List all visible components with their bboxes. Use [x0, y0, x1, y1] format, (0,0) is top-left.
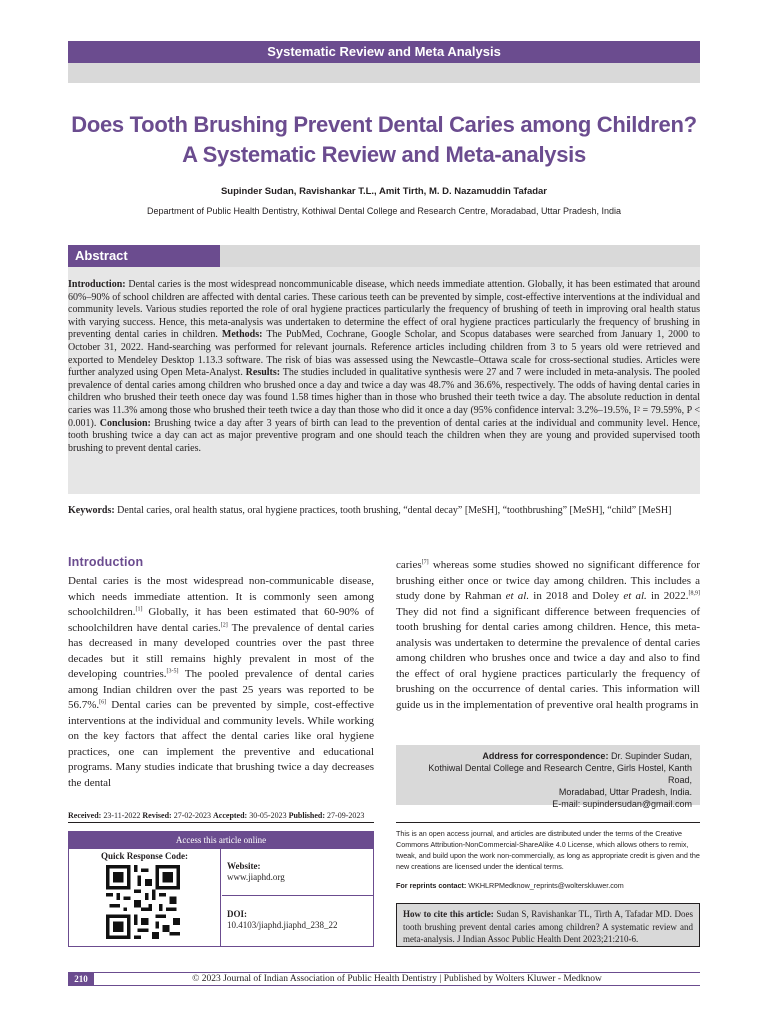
doi-label: DOI:: [227, 909, 247, 919]
doi-cell: [222, 897, 373, 946]
intro-text-i: in 2022.: [646, 590, 689, 602]
citation-box: [396, 903, 700, 947]
accepted-label: Accepted:: [213, 811, 248, 820]
banner-grey-strip: [68, 63, 700, 83]
keywords-text: Dental caries, oral health status, oral hygiene practices, tooth brushing, “dental decay” [MeSH], “toothbrushing” [MeSH], “child” [MeSH]: [114, 505, 672, 516]
conclusion-label: Conclusion:: [99, 417, 151, 429]
citation-ref[interactable]: [8,9]: [688, 590, 700, 597]
intro-text-d: The pooled prevalence of dental caries among Indian children over the past 25 years was reported to be 56.7%.: [68, 668, 374, 711]
intro-text-a: Dental caries is the most widespread non-communicable disease, which needs immediate attention. It is commonly seen among schoolchildren.: [68, 575, 374, 618]
divider: [68, 822, 374, 823]
doi-link[interactable]: 10.4103/jiaphd.jiaphd_238_22: [227, 920, 338, 930]
intro-text: Dental caries is the most widespread noncommunicable disease, which needs immediate attention. Globally, it has been estimated that around 60%–90% of school children are affected with dental caries. These carious teeth can be prevented by simple, cost-effective interventions at the individual and community levels. Various studies reported the role of oral hygiene practices particularly the frequency of brushing of teeth in improving oral health status with varying success. Hence, this meta-analysis was undertaken to determine the effect of oral hygiene practices particularly the frequency of brushing in preventing dental caries in children.: [68, 279, 700, 341]
intro-paragraph-1: [68, 574, 374, 791]
accepted-date: 30-05-2023: [247, 811, 289, 820]
correspondence-box: [396, 745, 700, 809]
citation-ref[interactable]: [3-5]: [166, 668, 179, 675]
published-date: 27-09-2023: [325, 811, 365, 820]
cite-label: How to cite this article:: [403, 909, 494, 919]
abstract-label: Abstract: [68, 245, 220, 267]
correspondence-line-3: Moradabad, Uttar Pradesh, India.: [558, 787, 692, 797]
citation-ref[interactable]: [1]: [135, 606, 143, 613]
correspondence-email[interactable]: E-mail: supindersudan@gmail.com: [552, 799, 692, 809]
correspondence-line-1: [404, 750, 692, 762]
revised-date: 27-02-2023: [171, 811, 214, 820]
qr-code-icon[interactable]: [106, 865, 180, 939]
cite-text: Sudan S, Ravishankar TL, Tirth A, Tafadar MD. Does tooth brushing prevent dental caries among children? A systematic review and meta-analysis. J Indian Assoc Public Health Dent 2023;21:210-6.: [403, 909, 694, 944]
citation-ref[interactable]: [6]: [99, 699, 107, 706]
results-label: Results:: [245, 367, 281, 379]
qr-label: Quick Response Code:: [100, 851, 188, 861]
intro-text-j: They did not find a significant difference between frequencies of tooth brushing for dental caries among children. Hence, this meta-analysis was undertaken to determine the prevalence of dental caries among children who brushes once and twice a day and also to find the effect of oral hygiene practices particularly the frequency of brushing on the occurrence of dental caries. This information will guide us in the implementation of preventive oral health programs in: [396, 605, 700, 711]
et-al: et al.: [623, 590, 647, 602]
left-column: [68, 555, 374, 791]
website-cell: [222, 849, 373, 896]
qr-cell: [69, 849, 221, 946]
abstract-text: [68, 279, 700, 455]
access-heading: Access this article online: [69, 832, 373, 849]
citation-ref[interactable]: [2]: [220, 621, 228, 628]
article-dates: [68, 811, 374, 820]
reprints-contact: [396, 881, 700, 890]
keywords: [68, 505, 700, 518]
page-footer: [68, 972, 700, 986]
received-date: 23-11-2022: [101, 811, 143, 820]
received-label: Received:: [68, 811, 102, 820]
author-list: Supinder Sudan, Ravishankar T.L., Amit Tirth, M. D. Nazamuddin Tafadar: [220, 186, 548, 197]
page-number: 210: [68, 972, 94, 986]
reprints-email[interactable]: WKHLRPMedknow_reprints@wolterskluwer.com: [466, 881, 624, 890]
results-text: The studies included in qualitative synthesis were 27 and 7 were included in meta-analysis. The pooled prevalence of dental caries among children who brushed once a day and twice a day was 48.7% and 36.6%, respectively. The odds of having dental caries in children who brushed their teeth onece day was found 1.58 times higher than in those who brushed their teeth twice a day. The absolute reduction in dental caries was 11.3% among those who brushed their teeth twice a day than those who did it once a day (95% confidence interval: 3.2%–19.5%, I² = 79.59%, P < 0.001).: [68, 367, 700, 429]
correspondence-line-2: Kothiwal Dental College and Research Centre, Girls Hostel, Kanth Road,: [428, 763, 692, 785]
intro-text-g: whereas some studies showed no significant difference for brushing either once or twice day among children. This includes a study done by Rahman: [396, 559, 700, 602]
right-column: [396, 555, 700, 713]
divider: [396, 822, 700, 823]
intro-text-h: in 2018 and Doley: [529, 590, 624, 602]
intro-text-e: Dental caries can be prevented by simple, cost-effective interventions at the individual and community levels. While working on the key factors that affect the dental caries like oral hygiene practices, one can implement the preventive and educational programs. Many studies indicate that brushing twice a day decreases the dental: [68, 699, 374, 789]
introduction-heading: Introduction: [68, 555, 144, 569]
intro-label: Introduction:: [68, 279, 126, 290]
correspondence-name: Dr. Supinder Sudan,: [608, 751, 692, 761]
keywords-label: Keywords:: [68, 505, 115, 516]
article-title: Does Tooth Brushing Prevent Dental Caries among Children? A Systematic Review and Meta-analysis: [71, 112, 697, 167]
intro-paragraph-2: [396, 558, 700, 713]
article-type-banner: Systematic Review and Meta Analysis: [68, 41, 700, 63]
intro-text-b: Globally, it has been estimated that 60-90% of schoolchildren have dental caries.: [68, 606, 374, 634]
website-link[interactable]: www.jiaphd.org: [227, 872, 285, 882]
reprints-label: For reprints contact:: [396, 881, 467, 890]
access-online-box: [68, 831, 374, 947]
intro-text-f: caries: [396, 559, 422, 571]
footer-text: © 2023 Journal of Indian Association of Public Health Dentistry | Published by Wolters Kluwer - Medknow: [192, 974, 602, 984]
methods-label: Methods:: [221, 329, 263, 341]
correspondence-label: Address for correspondence:: [482, 751, 609, 761]
methods-text: The PubMed, Cochrane, Google Scholar, and Scopus databases were searched from January 1, 2000 to October 31, 2022. Hand-searching was performed for relevant journals. Reference articles including children from 3 to 5 years old were retrieved and exported to Mendeley Desktop 1.13.3 software. The risk of bias was assessed using the Newcastle–Ottawa scale for cross-sectional studies. Articles were further analyzed using Open Meta-Analyst.: [68, 329, 700, 379]
website-label: Website:: [227, 861, 261, 871]
published-label: Published:: [288, 811, 326, 820]
citation-ref[interactable]: [7]: [421, 559, 429, 566]
license-text: This is an open access journal, and articles are distributed under the terms of the Creative Commons Attribution-NonCommercial-ShareAlike 4.0 License, which allows others to remix, tweak, and build upon the work non-commercially, as long as appropriate credit is given and the new creations are licensed under the identical terms.: [396, 829, 700, 871]
revised-label: Revised:: [142, 811, 172, 820]
affiliation: Department of Public Health Dentistry, Kothiwal Dental College and Research Centre, Moradabad, Uttar Pradesh, India: [146, 206, 622, 216]
conclusion-text: Brushing twice a day after 3 years of birth can lead to the prevention of dental caries at the individual and community level. Hence, tooth brushing twice a day can act as major preventive program and one should teach the children when they are young and provided supervised tooth brushing to prevent dental caries.: [68, 417, 700, 454]
intro-text-c: The prevalence of dental caries has decreased in many developed countries over the past three decades but it still remains highly prevalent in most of the developing countries.: [68, 621, 374, 680]
et-al: et al.: [505, 590, 530, 602]
